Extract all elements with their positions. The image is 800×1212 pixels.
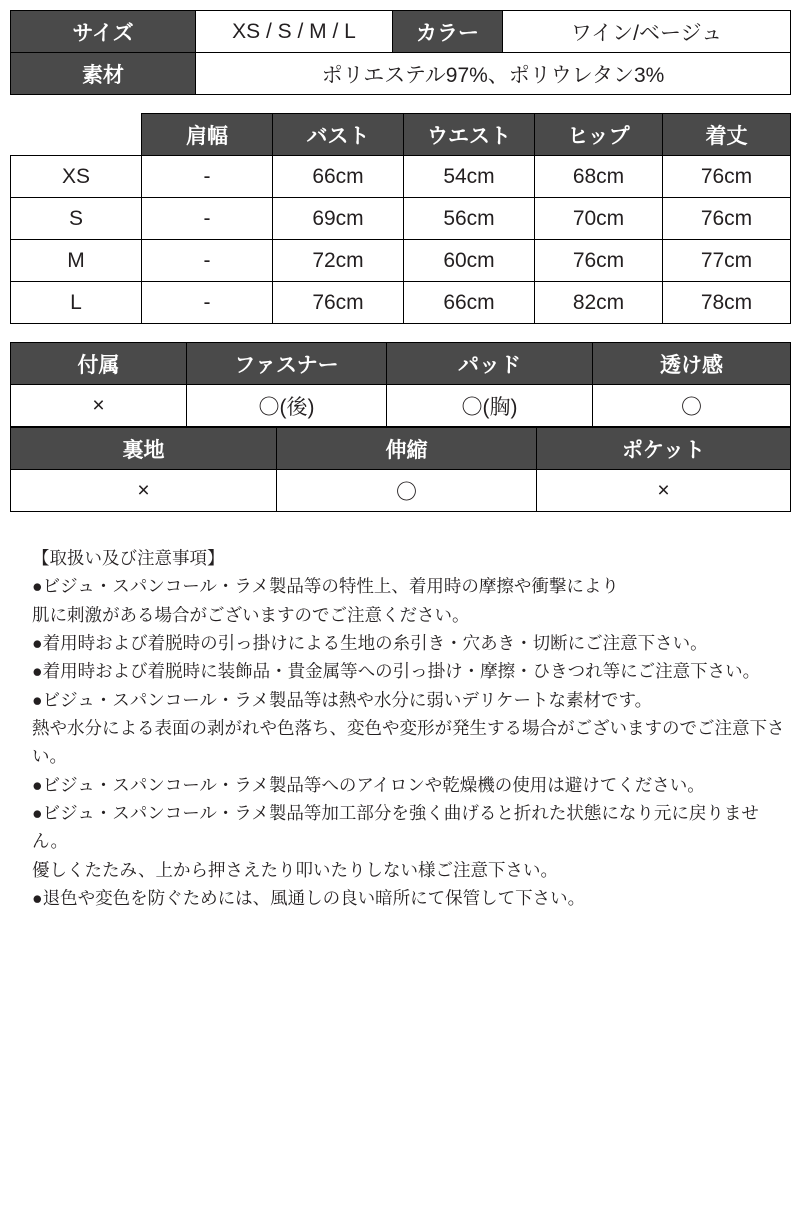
feature-table — [10, 342, 791, 427]
table-row — [11, 240, 791, 282]
size-cell: 82cm — [535, 282, 663, 324]
note-line: 優しくたたみ、上から押さえたり叩いたりしない様ご注意下さい。 — [32, 859, 559, 880]
note-line: ●ビジュ・スパンコール・ラメ製品等は熱や水分に弱いデリケートな素材です。 — [32, 689, 653, 710]
size-cell: 54cm — [404, 156, 535, 198]
feature-value-accessory: × — [11, 385, 187, 427]
table-header-row — [11, 343, 791, 385]
feature-header-sheerness: 透け感 — [593, 343, 791, 385]
size-row-label: S — [11, 198, 142, 240]
note-line: ●退色や変色を防ぐためには、風通しの良い暗所にて保管して下さい。 — [32, 888, 586, 909]
note-line: ●ビジュ・スパンコール・ラメ製品等の特性上、着用時の摩擦や衝撃により — [32, 576, 619, 597]
table-row — [11, 53, 791, 95]
spec-label-color: カラー — [393, 11, 503, 53]
size-cell: 76cm — [273, 282, 404, 324]
spacer-bottom — [10, 912, 790, 1212]
table-row — [11, 11, 791, 53]
table-row — [11, 470, 791, 512]
note-line: ●ビジュ・スパンコール・ラメ製品等加工部分を強く曲げると折れた状態になり元に戻りません。 — [32, 803, 759, 852]
size-cell: 66cm — [404, 282, 535, 324]
spec-label-size: サイズ — [11, 11, 196, 53]
feature-value-stretch: 〇 — [277, 470, 537, 512]
size-cell: 68cm — [535, 156, 663, 198]
size-cell: 56cm — [404, 198, 535, 240]
table-header-row — [11, 428, 791, 470]
size-header-shoulder: 肩幅 — [142, 114, 273, 156]
spec-value-size: XS / S / M / L — [196, 11, 393, 53]
spec-label-material: 素材 — [11, 53, 196, 95]
size-cell: - — [142, 282, 273, 324]
feature-value-pad: 〇(胸) — [387, 385, 593, 427]
size-cell: 72cm — [273, 240, 404, 282]
size-row-label: M — [11, 240, 142, 282]
size-table — [10, 113, 791, 324]
note-line: 熱や水分による表面の剥がれや色落ち、変色や変形が発生する場合がございますのでご注意下さい。 — [32, 718, 785, 767]
size-header-hip: ヒップ — [535, 114, 663, 156]
size-cell: 66cm — [273, 156, 404, 198]
feature-value-sheerness: 〇 — [593, 385, 791, 427]
size-row-label: XS — [11, 156, 142, 198]
feature-header-lining: 裏地 — [11, 428, 277, 470]
size-cell: 70cm — [535, 198, 663, 240]
spec-value-color: ワイン/ベージュ — [503, 11, 791, 53]
table-row — [11, 198, 791, 240]
feature-value-zipper: 〇(後) — [187, 385, 387, 427]
feature-header-accessory: 付属 — [11, 343, 187, 385]
size-cell: 78cm — [663, 282, 791, 324]
size-corner-cell — [11, 114, 142, 156]
size-cell: 76cm — [663, 198, 791, 240]
feature-header-zipper: ファスナー — [187, 343, 387, 385]
notes-title: 【取扱い及び注意事項】 — [32, 548, 225, 568]
size-header-bust: バスト — [273, 114, 404, 156]
size-cell: 76cm — [663, 156, 791, 198]
table-header-row — [11, 114, 791, 156]
feature-header-pad: パッド — [387, 343, 593, 385]
size-cell: 77cm — [663, 240, 791, 282]
note-line: 肌に刺激がある場合がございますのでご注意ください。 — [32, 604, 470, 625]
feature-table-2 — [10, 427, 791, 512]
table-row — [11, 385, 791, 427]
spacer — [10, 324, 790, 342]
size-header-waist: ウエスト — [404, 114, 535, 156]
size-cell: - — [142, 198, 273, 240]
size-cell: - — [142, 156, 273, 198]
note-line: ●ビジュ・スパンコール・ラメ製品等へのアイロンや乾燥機の使用は避けてください。 — [32, 774, 705, 795]
spec-table — [10, 10, 791, 95]
size-header-length: 着丈 — [663, 114, 791, 156]
spacer — [10, 95, 790, 113]
note-line: ●着用時および着脱時の引っ掛けによる生地の糸引き・穴あき・切断にご注意下さい。 — [32, 633, 708, 654]
note-line: ●着用時および着脱時に装飾品・貴金属等への引っ掛け・摩擦・ひきつれ等にご注意下さい。 — [32, 661, 761, 682]
feature-header-stretch: 伸縮 — [277, 428, 537, 470]
feature-header-pocket: ポケット — [537, 428, 791, 470]
table-row — [11, 156, 791, 198]
table-row — [11, 282, 791, 324]
size-cell: - — [142, 240, 273, 282]
size-cell: 76cm — [535, 240, 663, 282]
size-cell: 69cm — [273, 198, 404, 240]
feature-value-pocket: × — [537, 470, 791, 512]
feature-value-lining: × — [11, 470, 277, 512]
spec-value-material: ポリエステル97%、ポリウレタン3% — [196, 53, 791, 95]
size-cell: 60cm — [404, 240, 535, 282]
care-notes — [32, 544, 790, 912]
size-row-label: L — [11, 282, 142, 324]
